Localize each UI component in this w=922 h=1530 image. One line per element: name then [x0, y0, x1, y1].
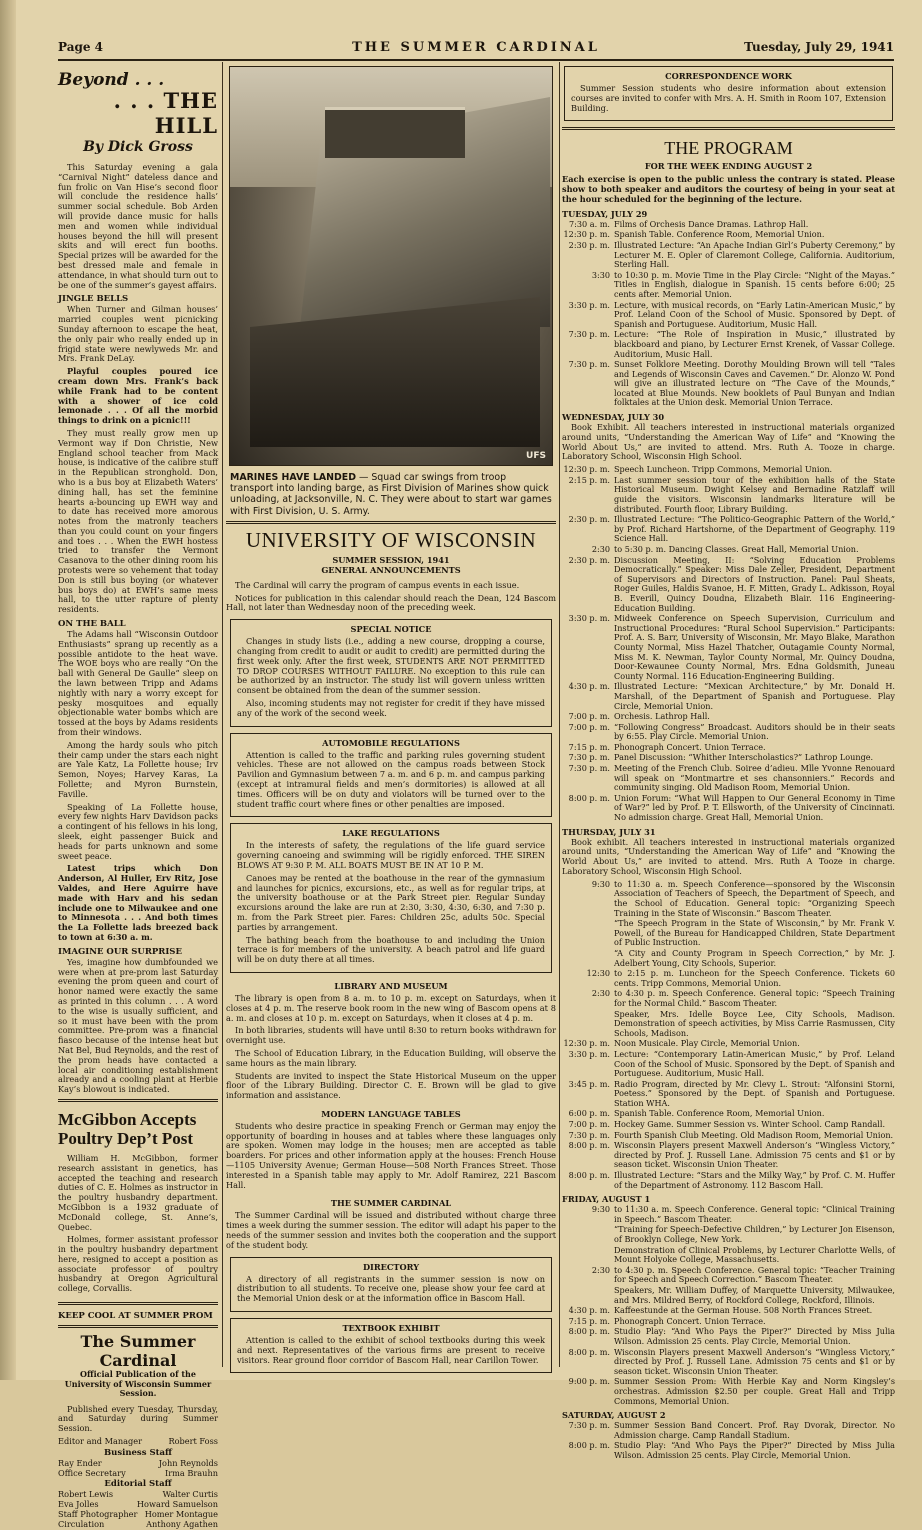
lake-box [230, 823, 552, 973]
paragraph: Playful couples poured ice cream down Mrs. Frank’s back while Frank had to be content with a shower of ice cold lemonade . . . Of all the morbid things to drink on a picnic!!! [58, 366, 218, 426]
event-description: Lecture, with musical records, on “Early Latin-American Music,” by Prof. Leland Coon of the School of Music. Sponsored by Dept. of Spanish and Portuguese. Auditorium, Music Hall. [614, 299, 895, 329]
event-time: 12:30 p. m. [563, 229, 610, 240]
event-time: 7:00 p. m. [568, 711, 610, 722]
program-event [562, 1120, 895, 1130]
event-description: Speech Luncheon. Tripp Commons, Memorial Union. [614, 464, 833, 475]
staff-name: Homer Montague [144, 1508, 218, 1519]
event-time: 7:30 p. m. [568, 752, 610, 763]
section-title: THE SUMMER CARDINAL [330, 1198, 452, 1209]
keep-cool-banner: KEEP COOL AT SUMMER PROM [58, 1302, 218, 1321]
event-time: 2:30 p. m. [568, 239, 610, 250]
event-description: Last summer session tour of the exhibition halls of the State Historical Museum. Dwight Kelsey and Bernadine Ratzlaff will guide the visitors. Wisconsin landmarks literature will be distributed. Fourth floor, Library Building. [614, 474, 895, 514]
program-event [562, 1306, 895, 1316]
event-time [562, 919, 614, 948]
program-event [562, 880, 895, 918]
event-description: to 4:30 p. m. Speech Conference. General topic: “Speech Training for the Normal Child.” Bascom Theater. [614, 988, 895, 1008]
paragraph: Latest trips which Don Anderson, Al Huller, Erv Ritz, Jose Valdes, and Here Aguirre have made with Harv and his sedan include one to Milwaukee and one to Minnesota . . . And both times the La Follette lads breezed back to town at 6:30 a. m. [58, 863, 218, 942]
column-title: . . . THE HILL [113, 88, 218, 138]
caption-lead: MARINES HAVE LANDED [230, 472, 356, 483]
paragraph: Attention is called to the exhibit of school textbooks during this week and next. Representatives of the various firms are present to receive visitors. Rear ground floor corridor of Bascom Hall, near Carillon Tower. [237, 1335, 545, 1365]
event-description: Studio Play: “And Who Pays the Piper?” Directed by Miss Julia Wilson. Admission 25 cents. Play Circle, Memorial Union. [614, 1440, 895, 1460]
program-event [562, 682, 895, 711]
page-binding-edge [0, 0, 16, 1380]
event-time: 9:00 p. m. [568, 1376, 610, 1387]
event-description: Hockey Game. Summer Session vs. Winter School. Camp Randall. [614, 1119, 886, 1130]
paragraph: Students who desire practice in speaking French or German may enjoy the opportunity of boarding in houses and at tables where these languages only are spoken. Women may lodge in the houses; men are accepted as table boarders. For prices and other information apply at the houses: French House—1105 University Avenue; German House—508 North Frances Street. Those interested in a Spanish table may apply to Mr. Adolf Ramirez, 221 Bascom Hall. [226, 1120, 556, 1190]
subhead: IMAGINE OUR SURPRISE [58, 946, 182, 957]
paper-name: The Summer Cardinal [80, 1332, 196, 1371]
publication-schedule: Published every Tuesday, Thursday, and Saturday during Summer Session. [58, 1403, 218, 1434]
staff-row [58, 1520, 218, 1530]
notice-title: SPECIAL NOTICE [350, 624, 432, 635]
program-event [562, 764, 895, 793]
paragraph: They must really grow men up Vermont way if Don Christie, New England school teacher from Mack house, is indicative of the calibre stuff in the Republican stronghold. Don, who is a bus boy at Elizabeth Waters’ dining hall, has set the feminine hearts a-bouncing up EWH way and to date has received more amorous notes from the matronly teachers than you could count on your fingers and toes . . . When the EWH hostess tried to transfer the Vermont Casanova to the other dining room his protests were so vehement that today Don is still bus boying (or whatever bus boys do) at EWH’s same mess hall, to the utter rapture of plenty residents. [58, 427, 218, 615]
paragraph: Yes, imagine how dumbfounded we were when at pre-prom last Saturday evening the prom queen and court of honor named were exactly the same as printed in this column . . . A word to the wise is usually sufficient, and so it must have been with the prom committee. Pre-prom was a financial fiasco because of the intense heat but Nat Bel, Bud Reynolds, and the rest of the prom heads have contacted a local air conditioning establishment already and a cooling plant at Herbie Kay’s blowout is indicated. [58, 956, 218, 1095]
event-time: 3:30 [591, 269, 610, 280]
page-number: Page 4 [58, 40, 104, 54]
staff-role: Editor and Manager [58, 1435, 142, 1446]
program-subtitle: FOR THE WEEK ENDING AUGUST 2 [644, 161, 813, 172]
event-description: Demonstration of Clinical Problems, by Lecturer Charlotte Wells, of Mount Holyoke College, Massachusetts. [614, 1244, 895, 1265]
program-event [562, 476, 895, 514]
event-time: 8:00 p. m. [568, 1440, 610, 1451]
program-event [562, 360, 895, 408]
event-description: Illustrated Lecture: “An Apache Indian Girl’s Puberty Ceremony,” by Lecturer M. E. Opler of Claremont College, California. Auditorium, Sterling Hall. [614, 239, 895, 270]
program-event [562, 1171, 895, 1190]
paragraph: The Summer Cardinal will be issued and distributed without charge three times a week during the summer session. The editor will adapt his paper to the needs of the summer session and invites both the cooperation and the support of the student body. [226, 1210, 556, 1250]
paragraph: Holmes, former assistant professor in the poultry husbandry department here, resigned to accept a position as associate professor of poultry husbandry at Oregon Agricultural college, Corvallis. [58, 1234, 218, 1294]
event-description: Kaffeestunde at the German House. 508 North Frances Street. [614, 1305, 873, 1316]
paragraph: In the interests of safety, the regulations of the life guard service governing canoeing and swimming will be rigidly enforced. THE SIREN BLOWS AT 9:30 P. M. ALL BOATS MUST BE IN AT 10 P. M. [237, 840, 545, 870]
program-event [562, 743, 895, 753]
event-time: 2:30 [591, 544, 610, 554]
event-time: 7:30 p. m. [568, 329, 610, 340]
event-time: 4:30 p. m. [568, 1305, 610, 1316]
program-event [562, 1050, 895, 1079]
program-event [562, 712, 895, 722]
staff-heading: Editorial Staff [104, 1479, 172, 1490]
staff-name: Howard Samuelson [136, 1499, 218, 1510]
event-description: to 10:30 p. m. Movie Time in the Play Circle: “Night of the Mayas.” Titles in English, dialogue in Spanish. 15 cents before 6:00; 25 cents after. Memorial Union. [614, 269, 895, 299]
program-event [562, 330, 895, 359]
uw-subheading: SUMMER SESSION, 1941 [332, 554, 450, 565]
staff-name: Eva Jolles [58, 1499, 99, 1510]
event-description: Lecture: “Contemporary Latin-American Music,” by Prof. Leland Coon of the School of Music. Sponsored by the Dept. of Spanish and Portuguese. Auditorium, Music Hall. [614, 1048, 895, 1079]
event-time: 8:00 p. m. [568, 1170, 610, 1181]
paragraph: Attention is called to the traffic and parking rules governing student vehicles. These are not allowed on the campus roads between Stock Pavilion and Gymnasium between 7 a. m. and 6 p. m. and campus parking (except at intramural fields and men’s dormitories) is allowed at all times. Officers will be on duty and violators will be turned over to the student traffic court where fines or other penalties are imposed. [237, 749, 545, 809]
masthead [58, 40, 894, 58]
event-time: 7:15 p. m. [568, 1315, 610, 1326]
staff-name: Irma Brauhn [164, 1467, 218, 1478]
event-description: to 11:30 a. m. Speech Conference—sponsored by the Wisconsin Association of Teachers of Speech, the Department of Speech, and the School of Education. General topic: “Organizing Speech Training in the State of Wisconsin.” Bascom Theater. [614, 878, 895, 918]
program-event [562, 1286, 895, 1305]
staff-role: Staff Photographer [58, 1508, 138, 1519]
staff-role: Circulation [58, 1518, 105, 1529]
notice-title: LAKE REGULATIONS [342, 828, 440, 839]
paragraph: Changes in study lists (i.e., adding a new course, dropping a course, changing from credit to audit or audit to credit) are permitted during the first week only. After the first week, STUDENTS ARE NOT PERMITTED TO DROP COURSES WITHOUT FAILURE. No exception to this rule can be authorized by an instructor. The study list will govern unless written consent be obtained from the dean of the summer session. [237, 636, 545, 696]
event-description: Illustrated Lecture: “Mexican Architecture,” by Mr. Donald H. Marshall, of the Department of Spanish and Portuguese. Play Circle, Memorial Union. [614, 681, 895, 711]
event-description: Summer Session Band Concert. Prof. Ray Dvorak, Director. No Admission charge. Camp Randall Stadium. [614, 1420, 895, 1440]
program-day-lead: Book exhibit. All teachers interested in instructional materials organized around units, “Understanding the American Way of Life” and “Knowing the World About Us,” are invited to attend. Mrs. Ruth A Tooze in charge. Laboratory School, Wisconsin High School. [562, 836, 895, 877]
event-time: 2:15 p. m. [568, 474, 610, 485]
paragraph: William H. McGibbon, former research assistant in genetics, has accepted the teaching and research duties of C. E. Holmes as instructor in the poultry husbandry department. McGibbon is a 1932 graduate of McDonald college, St. Anne’s, Quebec. [58, 1152, 218, 1232]
staff-role: Office Secretary [58, 1467, 126, 1478]
program-event [562, 1327, 895, 1346]
caption-text: — Squad car swings from troop transport into landing barge, as First Division of Marines show quick unloading, at Jacksonville, N. C. They were about to start war games with First Division, U. S. Army. [230, 472, 552, 517]
program-note: Each exercise is open to the public unless the contrary is stated. Please show to both speaker and auditors the courtesy of being in your seat at the hour scheduled for the beginning of the lecture. [562, 174, 895, 204]
program-day-lead: Book Exhibit. All teachers interested in instructional materials organized around units, “Understanding the American Way of Life” and “Knowing the World About Us,” are invited to attend. Mrs. Ruth A. Tooze in charge. Laboratory School, Wisconsin High School. [562, 422, 895, 462]
program-event [562, 1010, 895, 1039]
event-time: 8:00 p. m. [568, 1326, 610, 1337]
event-time: 7:00 p. m. [568, 721, 610, 732]
event-description: to 4:30 p. m. Speech Conference. General topic: “Teacher Training for Speech and Speech Correction.” Bascom Theater. [614, 1264, 895, 1285]
event-time [562, 949, 614, 968]
program-event [562, 989, 895, 1008]
event-description: Fourth Spanish Club Meeting. Old Madison Room, Memorial Union. [614, 1129, 894, 1140]
staff-name: Robert Lewis [58, 1489, 114, 1500]
program-event [562, 545, 895, 555]
paragraph: Speaking of La Follette house, every few nights Harv Davidson packs a contingent of his fellows in his long, sleek, eight passenger Buick and heads for parts unknown and some sweet peace. [58, 801, 218, 861]
paragraph: Students are invited to inspect the State Historical Museum on the upper floor of the Library Building. Director C. E. Brown will be glad to give information and assistance. [226, 1070, 556, 1101]
event-time: 3:30 p. m. [568, 613, 610, 624]
program-day-heading: FRIDAY, AUGUST 1 [562, 1194, 651, 1205]
paragraph: Summer Session students who desire information about extension courses are invited to confer with Mrs. A. H. Smith in Room 107, Extension Building. [571, 83, 886, 113]
event-description: Lecture: “The Role of Inspiration in Music,” illustrated by blackboard and piano, by Lecturer Ernst Krenek, of Vassar College. Auditorium, Music Hall. [614, 329, 895, 359]
event-description: Wisconsin Players present Maxwell Anderson’s “Wingless Victory,” directed by Prof. J. Russell Lane. Admission 75 cents and $1 or by season ticket. Wisconsin Union Theater. [614, 1346, 895, 1376]
program-event [562, 949, 895, 968]
event-time: 7:30 p. m. [568, 763, 610, 774]
right-column [562, 66, 895, 1460]
program-event [562, 220, 895, 230]
event-description: to 5:30 p. m. Dancing Classes. Great Hall, Memorial Union. [614, 544, 859, 554]
event-description: Meeting of the French Club. Soiree d’adieu. Mlle Yvonne Renouard will speak on “Montmartre et ses chansonniers.” Records and community singing. Old Madison Room, Memorial Union. [614, 763, 895, 793]
program-event [562, 753, 895, 763]
event-time [562, 1246, 614, 1265]
photo-caption [230, 472, 552, 517]
staff-box [58, 1325, 218, 1529]
paragraph: A directory of all registrants in the summer session is now on distribution to all students. To receive one, please show your fee card at the Memorial Union desk or at the information office in Bascom Hall. [237, 1273, 545, 1304]
event-description: to 11:30 a. m. Speech Conference. General topic: “Clinical Training in Speech.” Bascom Theater. [614, 1204, 895, 1224]
event-time: 7:30 p. m. [568, 1420, 610, 1431]
program-event [562, 794, 895, 823]
program-event [562, 1246, 895, 1265]
program-event [562, 1205, 895, 1224]
correspondence-box [564, 66, 893, 121]
event-description: “Training for Speech-Defective Children,” by Lecturer Jon Eisenson, of Brooklyn College, New York. [614, 1224, 895, 1244]
event-time [562, 1010, 614, 1039]
program-event [562, 241, 895, 270]
event-time: 3:30 p. m. [568, 1048, 610, 1059]
event-description: Speaker, Mrs. Idelle Boyce Lee, City Schools, Madison. Demonstration of speech activities, by Miss Carrie Rasmussen, City Schools, Madison. [614, 1008, 895, 1038]
event-description: Spanish Table. Conference Room, Memorial Union. [614, 1108, 825, 1119]
event-time: 7:00 p. m. [568, 1119, 610, 1130]
event-time: 2:30 [591, 988, 610, 999]
program-event [562, 1317, 895, 1327]
column-divider [559, 62, 560, 1367]
mcgibbon-headline: McGibbon Accepts Poultry Dep’t Post [58, 1099, 218, 1148]
paragraph: In both libraries, students will have until 8:30 to return books withdrawn for overnight use. [226, 1025, 556, 1046]
paragraph: When Turner and Gilman houses’ married couples went picnicking Sunday afternoon to escape the heat, the only pair who really ended up in frigid state were newlyweds Mr. and Mrs. Frank DeLay. [58, 304, 218, 364]
program-event [562, 1441, 895, 1460]
event-description: Midweek Conference on Speech Supervision, Curriculum and Instructional Procedures: “Rural School Supervision.” Participants: Prof. A. S. Barr, University of Wisconsin, Mr. Mayo Blake, Marathon County Normal, Miss Hazel Thatcher, Outagamie County Normal, Miss M. K. Newman, Taylor County Normal, Mr. Quincy Doudna, Door-Kewaunee County Normal, Mrs. Edna Goldsmith, Juneau County Normal. 116 Education-Engineering Building. [614, 613, 895, 681]
program-event [562, 969, 895, 988]
event-time: 12:30 p. m. [563, 464, 610, 475]
event-time: 2:30 p. m. [568, 514, 610, 525]
event-description: Noon Musicale. Play Circle, Memorial Union. [614, 1038, 800, 1049]
event-time [562, 1225, 614, 1244]
event-description: Spanish Table. Conference Room, Memorial Union. [614, 229, 825, 240]
event-time: 2:30 [591, 1264, 610, 1275]
program-event [562, 919, 895, 948]
event-description: “The Speech Program in the State of Wisconsin,” by Mr. Frank V. Powell, of the Bureau for Handicapped Children, State Department of Public Instruction. [614, 918, 895, 948]
event-time: 9:30 [591, 878, 610, 889]
automobile-box [230, 733, 552, 818]
uw-subheading: GENERAL ANNOUNCEMENTS [321, 564, 461, 575]
paragraph: The Cardinal will carry the program of campus events in each issue. [235, 579, 520, 590]
program-event [562, 1141, 895, 1170]
event-time: 6:00 p. m. [568, 1108, 610, 1119]
program-event [562, 515, 895, 544]
column-kicker: Beyond . . . [58, 70, 165, 90]
notice-title: AUTOMOBILE REGULATIONS [322, 737, 460, 748]
staff-row [58, 1437, 218, 1447]
paragraph: Also, incoming students may not register for credit if they have missed any of the work of the second week. [237, 697, 545, 718]
section-title: LIBRARY AND MUSEUM [334, 980, 448, 991]
program-event [562, 301, 895, 330]
program-event [562, 1080, 895, 1109]
program-event [562, 1348, 895, 1377]
directory-box [230, 1257, 552, 1312]
event-description: Phonograph Concert. Union Terrace. [614, 741, 766, 752]
event-description: “Following Congress” Broadcast. Auditors should be in their seats by 6:55. Play Circle. Memorial Union. [614, 721, 895, 742]
event-time: 12:30 [586, 968, 610, 979]
paragraph: The School of Education Library, in the Education Building, will observe the same hours as the main library. [226, 1047, 556, 1068]
event-description: Phonograph Concert. Union Terrace. [614, 1315, 766, 1326]
event-description: Orchesis. Lathrop Hall. [614, 711, 710, 722]
staff-row [58, 1469, 218, 1479]
program-event [562, 1225, 895, 1244]
staff-name: Ray Ender [58, 1457, 102, 1468]
event-time: 8:00 p. m. [568, 792, 610, 803]
marines-photo [229, 66, 553, 466]
event-description: Panel Discussion: “Whither Interscholastics?” Lathrop Lounge. [614, 752, 874, 763]
event-time: 7:30 p. m. [568, 1129, 610, 1140]
issue-date: Tuesday, July 29, 1941 [744, 40, 894, 54]
paragraph: Canoes may be rented at the boathouse in the rear of the gymnasium and launches for picnics, excursions, etc., as well as for regular trips, at the university boathouse or at the Park Street pier. Regular Sunday excursions around the lake are run at 2:30, 3:30, 4:30, 6:30, and 7:30 p. m. from the Park Street pier. Fares: Children 25c, adults 50c. Special parties by arrangement. [237, 872, 545, 932]
program-event [562, 1039, 895, 1049]
program-title: THE PROGRAM [562, 127, 895, 159]
textbook-box [230, 1318, 552, 1373]
program-event [562, 271, 895, 300]
program-event [562, 556, 895, 614]
program-event [562, 1266, 895, 1285]
event-description: Illustrated Lecture: “The Politico-Geographic Pattern of the World,” by Prof. Richard Hartshorne, of the Department of Geography. 119 Science Hall. [614, 514, 895, 544]
staff-name: Robert Foss [168, 1435, 218, 1446]
special-notice-box [230, 619, 552, 726]
event-time [562, 1286, 614, 1305]
paper-subtitle: Official Publication of the University of Wisconsin Summer Session. [64, 1369, 212, 1399]
subhead: ON THE BALL [58, 619, 126, 630]
event-description: Illustrated Lecture: “Stars and the Milky Way,” by Prof. C. M. Huffer of the Department of Astronomy. 112 Bascom Hall. [614, 1170, 895, 1190]
left-column [58, 66, 218, 1529]
photo-credit: UFS [526, 451, 546, 461]
event-time: 7:30 p. m. [568, 359, 610, 370]
paper-title: THE SUMMER CARDINAL [352, 40, 600, 55]
event-description: Sunset Folklore Meeting. Dorothy Moulding Brown will tell “Tales and Legends of Wisconsin Caves and Cavemen.” Dr. Alonzo W. Pond will give an illustrated lecture on “The Cave of the Mounds,” located at Blue Mounds. New booklets of Paul Bunyan and Indian folktales at the Union desk. Memorial Union Terrace. [614, 359, 895, 408]
notice-title: TEXTBOOK EXHIBIT [342, 1323, 440, 1334]
event-description: Films of Orchesis Dance Dramas. Lathrop Hall. [614, 218, 809, 229]
program-event [562, 465, 895, 475]
staff-heading: Business Staff [103, 1447, 173, 1458]
event-time: 9:30 [591, 1204, 610, 1215]
event-time: 8:00 p. m. [568, 1140, 610, 1151]
subhead: JINGLE BELLS [58, 294, 129, 305]
event-description: Speakers, Mr. William Duffey, of Marquette University, Milwaukee, and Mrs. Mildred Berry, of Rockford College, Rockford, Illinois. [614, 1284, 895, 1305]
event-description: Union Forum: “What Will Happen to Our General Economy in Time of War?” led by Prof. P. T. Ellsworth, of the University of Cincinnati. No admission charge. Great Hall, Memorial Union. [614, 792, 895, 823]
event-time: 7:15 p. m. [568, 741, 610, 752]
column-divider [222, 62, 223, 1367]
event-description: Summer Session Prom: With Herbie Kay and Norm Kingsley’s orchestras. Admission $2.50 per couple. Great Hall and Tripp Commons, Memorial Union. [614, 1376, 895, 1406]
column-intro: This Saturday evening a gala “Carnival Night” dateless dance and fun frolic on Van Hise’s second floor will conclude the residence halls’ summer social schedule. Bob Arden will provide dance music for halls men and women while individual houses beyond the hill will present skits and will erect fun booths. Special prizes will be awarded for the best dressed male and female in attendance, in what should turn out to be one of the summer’s gayest affairs. [58, 162, 218, 290]
program-event [562, 723, 895, 742]
staff-name: Anthony Agathen [146, 1518, 218, 1529]
paragraph: Among the hardy souls who pitch their camp under the stars each night are Yale Katz, La Follette house; Irv Semon, Noyes; Harvey Karas, La Follette; and Myron Burnstein, Faville. [58, 739, 218, 799]
program-day-heading: THURSDAY, JULY 31 [562, 826, 656, 837]
event-time: 4:30 p. m. [568, 681, 610, 692]
program-event [562, 1377, 895, 1406]
program-day-heading: TUESDAY, JULY 29 [562, 208, 648, 219]
event-description: “A City and County Program in Speech Correction,” by Mr. J. Adelbert Young, City Schools, Superior. [614, 947, 895, 968]
event-time: 3:45 p. m. [568, 1078, 610, 1089]
event-description: Radio Program, directed by Mr. Clevy L. Strout: “Alfonsini Storni, Poetess.” Sponsored by the Dept. of Spanish and Portuguese. Station WHA. [614, 1078, 895, 1108]
program-event [562, 614, 895, 681]
program-schedule [562, 209, 895, 1461]
notice-title: DIRECTORY [362, 1261, 420, 1272]
paragraph: The library is open from 8 a. m. to 10 p. m. except on Saturdays, when it closes at 4 p. m. The reserve book room in the new wing of Bascom opens at 8 a. m. and closes at 10 p. m. except on Saturdays, when it closes at 4 p. m. [226, 992, 556, 1023]
paragraph: The bathing beach from the boathouse to and including the Union terrace is for members of the university. A beach patrol and life guard will be on duty there at all times. [237, 934, 545, 965]
staff-name: John Reynolds [158, 1457, 218, 1468]
program-event [562, 1131, 895, 1141]
column-byline: By Dick Gross [83, 139, 193, 155]
program-event [562, 1109, 895, 1119]
notice-title: CORRESPONDENCE WORK [665, 71, 792, 81]
event-description: Wisconsin Players present Maxwell Anderson’s “Wingless Victory,” directed by Prof. J. Russell Lane. Admission 75 cents and $1 or by season ticket. Wisconsin Union Theater. [614, 1140, 895, 1170]
staff-name: Walter Curtis [162, 1489, 218, 1500]
uw-heading: UNIVERSITY OF WISCONSIN [245, 527, 537, 552]
event-time: 2:30 p. m. [568, 554, 610, 565]
event-time: 12:30 p. m. [563, 1038, 610, 1049]
paragraph: Notices for publication in this calendar should reach the Dean, 124 Bascom Hall, not later than Wednesday noon of the preceding week. [226, 592, 556, 613]
program-event [562, 1421, 895, 1440]
masthead-rule [58, 59, 894, 61]
landing-barge [250, 297, 540, 447]
program-event [562, 230, 895, 240]
event-description: Discussion Meeting, II: “Solving Education Problems Democratically.” Speaker: Miss Dale Zeller, President, Department of Supervisors and Directors of Instruction. Panel: Paul Sheats, Roger Guiles, Haldis Svanoe, H. F. Mitten, Grady L. Adkisson, Royal B. Everill, Quincy Doudna, Elizabeth Blair. 116 Engineering-Education Building. [614, 554, 895, 613]
section-title: MODERN LANGUAGE TABLES [321, 1108, 461, 1119]
paragraph: The Adams hall “Wisconsin Outdoor Enthusiasts” sprang up recently as a possible antidote to the heat wave. The WOE boys who are really “On the ball with General De Gaulle” sleep on the lawn between Tripp and Adams nightly with nary a worry except for pesky mosquitoes and equally objectionable water bombs which are tossed at the boys by Adams residents from their windows. [58, 629, 218, 738]
event-description: to 2:15 p. m. Luncheon for the Speech Conference. Tickets 60 cents. Tripp Commons, Memorial Union. [614, 968, 895, 988]
event-time: 7:30 a. m. [569, 218, 610, 229]
middle-column [226, 66, 556, 1366]
event-description: Studio Play: “And Who Pays the Piper?” Directed by Miss Julia Wilson. Admission 25 cents. Play Circle, Memorial Union. [614, 1326, 895, 1346]
program-day-heading: WEDNESDAY, JULY 30 [562, 412, 665, 423]
event-time: 8:00 p. m. [568, 1346, 610, 1357]
program-day-heading: SATURDAY, AUGUST 2 [562, 1410, 666, 1421]
event-time: 3:30 p. m. [568, 299, 610, 310]
